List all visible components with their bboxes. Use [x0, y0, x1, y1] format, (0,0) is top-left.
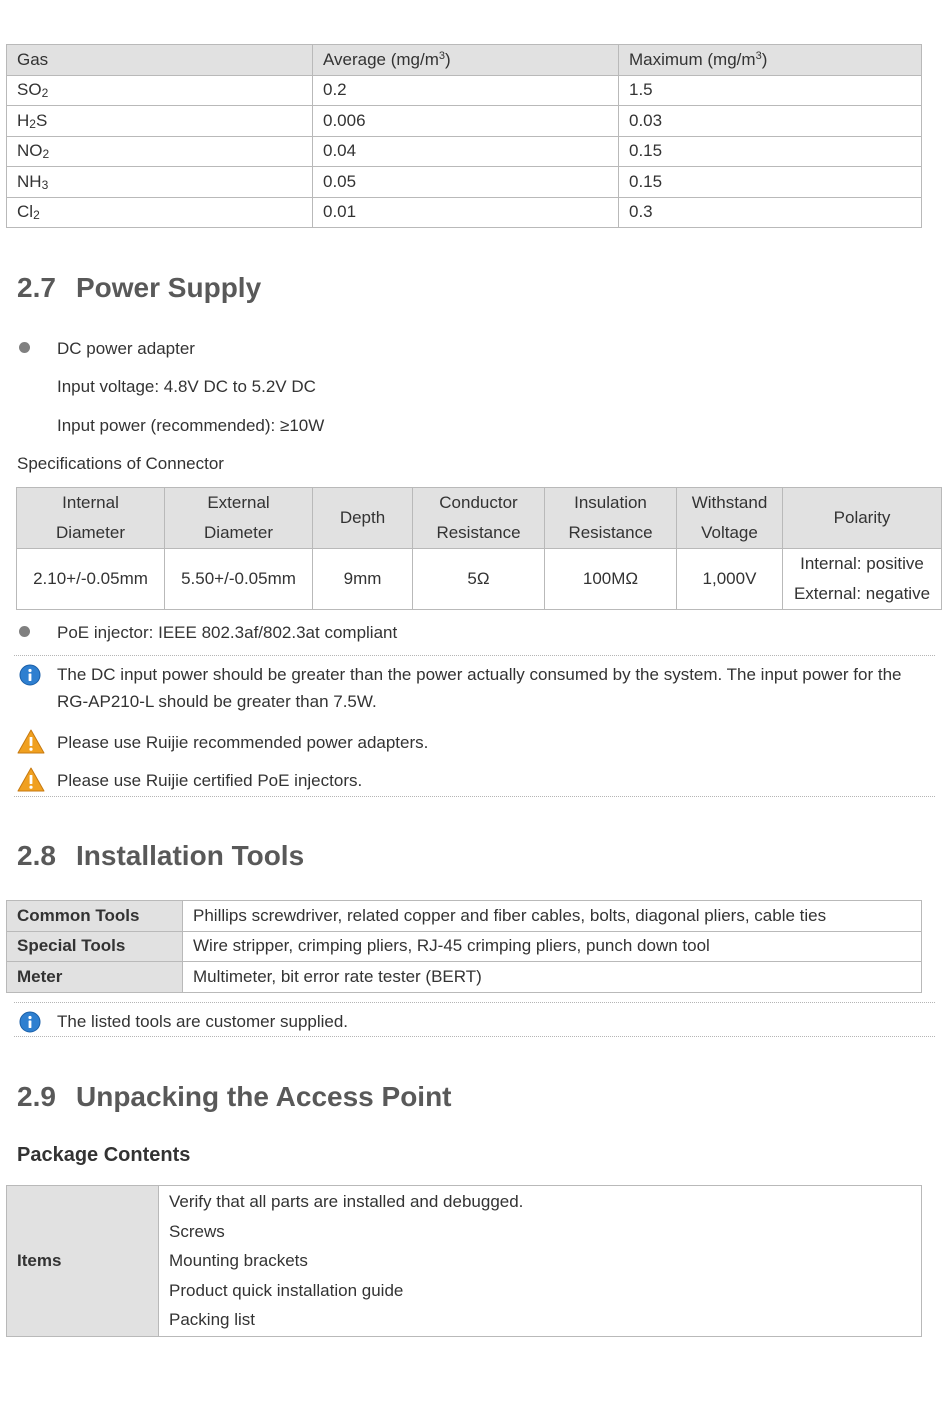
gas-subscript: 3: [41, 177, 49, 192]
section-number: 2.7: [17, 272, 56, 303]
header-maximum-label: Maximum (mg/m: [629, 49, 756, 69]
table-row: [7, 931, 922, 962]
section-number: 2.8: [17, 840, 56, 871]
gas-subscript: 2: [29, 116, 36, 131]
gas-formula: SO: [17, 80, 42, 100]
header-line: Internal: [62, 493, 119, 512]
gas-name: [7, 75, 313, 106]
note-divider: [14, 655, 935, 656]
warning-icon: [17, 767, 45, 797]
connector-spec-table: [16, 487, 942, 610]
table-row: [7, 167, 922, 198]
gas-maximum: 0.03: [619, 106, 922, 137]
installation-tools-table: [6, 900, 922, 993]
warning-text: Please use Ruijie certified PoE injectors.: [57, 771, 363, 790]
header-line: External: [207, 493, 270, 512]
header-internal-diameter: [17, 488, 165, 549]
header-line: Insulation: [574, 493, 647, 512]
gas-average: 0.05: [313, 167, 619, 198]
note-divider: [14, 1002, 935, 1003]
tools-note-text: The listed tools are customer supplied.: [57, 1012, 349, 1031]
polarity-value: [783, 549, 942, 610]
info-note-text: The DC input power should be greater than the power actually consumed by the system. The input power for the RG-AP210-L should be greater than 7.5W.: [57, 665, 902, 711]
header-insulation-resistance: [545, 488, 677, 549]
external-diameter-value: 5.50+/-0.05mm: [165, 549, 313, 610]
items-label: Items: [7, 1186, 159, 1337]
gas-formula-tail: S: [35, 110, 48, 130]
section-heading-power-supply: [17, 272, 261, 304]
gas-average: 0.01: [313, 197, 619, 228]
table-row: [7, 1186, 922, 1337]
header-average-sup: 3: [438, 49, 446, 62]
table-row: [7, 75, 922, 106]
input-power-text: Input power (recommended): ≥10W: [57, 416, 325, 435]
header-line: Conductor: [439, 493, 518, 512]
header-polarity: Polarity: [783, 488, 942, 549]
table-header-row: [17, 488, 942, 549]
gas-concentration-table: [6, 44, 922, 228]
table-row: [17, 549, 942, 610]
withstand-voltage-value: 1,000V: [677, 549, 783, 610]
section-title: Installation Tools: [76, 840, 305, 871]
gas-name: [7, 197, 313, 228]
gas-name: [7, 167, 313, 198]
insulation-resistance-value: 100MΩ: [545, 549, 677, 610]
gas-maximum: 0.15: [619, 167, 922, 198]
table-row: [7, 962, 922, 993]
note-divider: [14, 796, 935, 797]
header-depth: Depth: [313, 488, 413, 549]
header-withstand-voltage: [677, 488, 783, 549]
header-average-label: Average (mg/m: [323, 49, 439, 69]
tools-value: Phillips screwdriver, related copper and fiber cables, bolts, diagonal pliers, cable ties: [183, 901, 922, 932]
gas-subscript: 2: [42, 147, 50, 162]
header-gas: [7, 45, 313, 76]
tools-key: Special Tools: [7, 931, 183, 962]
tools-key: Common Tools: [7, 901, 183, 932]
tools-key: Meter: [7, 962, 183, 993]
table-row: [7, 197, 922, 228]
table-row: [7, 901, 922, 932]
gas-name: [7, 136, 313, 167]
gas-maximum: 1.5: [619, 75, 922, 106]
header-line: Resistance: [436, 523, 521, 542]
header-average-close: ): [445, 49, 451, 69]
package-contents-heading: Package Contents: [17, 1144, 191, 1166]
internal-diameter-value: 2.10+/-0.05mm: [17, 549, 165, 610]
header-maximum: [619, 45, 922, 76]
header-line: Diameter: [56, 523, 125, 542]
table-row: [7, 106, 922, 137]
section-number: 2.9: [17, 1081, 56, 1112]
header-external-diameter: [165, 488, 313, 549]
note-divider: [14, 1036, 935, 1037]
gas-formula: NH: [17, 171, 42, 191]
section-title: Power Supply: [76, 272, 262, 303]
gas-average: 0.2: [313, 75, 619, 106]
header-line: Resistance: [568, 523, 653, 542]
gas-subscript: 2: [41, 86, 49, 101]
list-item: Screws: [169, 1221, 225, 1241]
tools-value: Wire stripper, crimping pliers, RJ-45 crimping pliers, punch down tool: [183, 931, 922, 962]
gas-formula: Cl: [17, 202, 34, 222]
header-gas-label: Gas: [17, 49, 49, 69]
depth-value: 9mm: [313, 549, 413, 610]
header-line: Voltage: [701, 523, 758, 542]
bullet-icon: [19, 342, 30, 353]
gas-average: 0.04: [313, 136, 619, 167]
list-item: Mounting brackets: [169, 1251, 308, 1271]
gas-formula: H: [17, 110, 30, 130]
header-average: [313, 45, 619, 76]
header-line: Withstand: [691, 493, 768, 512]
items-list: [159, 1186, 922, 1337]
info-icon: [19, 1011, 41, 1038]
conductor-resistance-value: 5Ω: [413, 549, 545, 610]
gas-maximum: 0.15: [619, 136, 922, 167]
section-heading-unpacking: [17, 1081, 452, 1113]
list-item: Packing list: [169, 1310, 255, 1330]
table-header-row: [7, 45, 922, 76]
gas-maximum: 0.3: [619, 197, 922, 228]
header-line: Diameter: [204, 523, 273, 542]
list-item: Product quick installation guide: [169, 1280, 404, 1300]
gas-formula: NO: [17, 141, 43, 161]
gas-name: [7, 106, 313, 137]
warning-icon: [17, 729, 45, 759]
header-conductor-resistance: [413, 488, 545, 549]
warning-text: Please use Ruijie recommended power adapters.: [57, 733, 429, 752]
table-row: [7, 136, 922, 167]
dc-adapter-item: DC power adapter: [57, 339, 195, 358]
bullet-icon: [19, 626, 30, 637]
header-maximum-close: ): [761, 49, 768, 69]
info-icon: [19, 664, 41, 691]
gas-average: 0.006: [313, 106, 619, 137]
polarity-external: External: negative: [793, 584, 931, 603]
list-item: Verify that all parts are installed and debugged.: [169, 1192, 524, 1212]
input-voltage-text: Input voltage: 4.8V DC to 5.2V DC: [57, 377, 316, 396]
header-maximum-sup: 3: [755, 49, 762, 62]
package-contents-table: [6, 1185, 922, 1337]
tools-value: Multimeter, bit error rate tester (BERT): [183, 962, 922, 993]
gas-subscript: 2: [33, 208, 40, 223]
section-heading-installation-tools: [17, 840, 304, 872]
polarity-internal: Internal: positive: [800, 554, 924, 573]
section-title: Unpacking the Access Point: [76, 1081, 452, 1112]
poe-item: PoE injector: IEEE 802.3af/802.3at compliant: [57, 623, 398, 642]
connector-caption: Specifications of Connector: [17, 454, 224, 473]
